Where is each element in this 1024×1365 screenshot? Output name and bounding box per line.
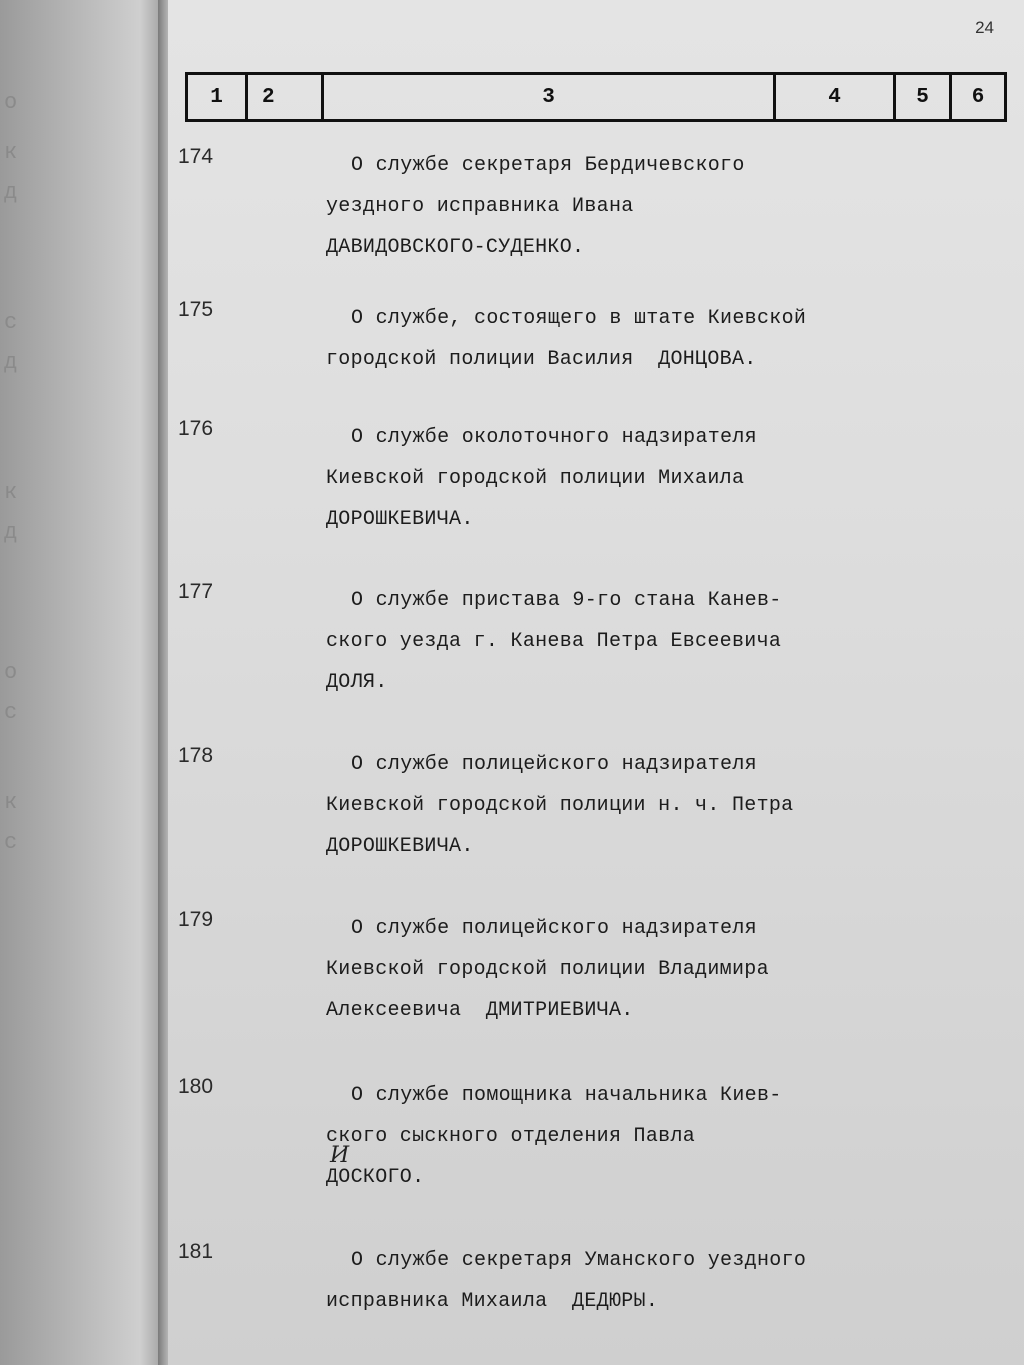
document-page <box>168 0 1024 1365</box>
entry-number: 174 <box>178 145 214 168</box>
adjacent-page-text: с <box>4 700 18 725</box>
entry-number: 176 <box>178 417 214 440</box>
adjacent-page-text: к <box>4 480 18 505</box>
adjacent-page-text: д <box>4 520 18 545</box>
adjacent-page <box>0 0 165 1365</box>
entry-number: 181 <box>178 1240 214 1263</box>
entry-line: исправника Михаила ДЕДЮРЫ. <box>326 1290 659 1313</box>
entry-line: О службе полицейского надзирателя <box>351 753 757 776</box>
entry-line: О службе, состоящего в штате Киевской <box>351 307 807 330</box>
adjacent-page-text: о <box>4 90 18 115</box>
entry-text <box>326 744 826 867</box>
entry-line: ДОРОШКЕВИЧА. <box>326 835 474 858</box>
entry-line: О службе секретаря Уманского уездного <box>351 1249 807 1272</box>
entry-line: Киевской городской полиции Владимира <box>326 958 769 981</box>
adjacent-page-text: д <box>4 350 18 375</box>
entry-number: 178 <box>178 744 214 767</box>
entry-text <box>326 1075 826 1198</box>
adjacent-page-text: с <box>4 310 18 335</box>
entry-number: 175 <box>178 298 214 321</box>
column-header-1: 1 <box>188 75 248 119</box>
entry-line: ского сыскного отделения Павла <box>326 1125 696 1148</box>
entry-line: О службе полицейского надзирателя <box>351 917 757 940</box>
entry-line: Алексеевича ДМИТРИЕВИЧА. <box>326 999 634 1022</box>
entry-line: ДОСКОГО. <box>326 1166 425 1189</box>
entry-line: уездного исправника Ивана <box>326 195 634 218</box>
entry-text <box>326 145 826 268</box>
entry-line: ского уезда г. Канева Петра Евсеевича <box>326 630 782 653</box>
entry-line: Киевской городской полиции н. ч. Петра <box>326 794 794 817</box>
column-header-table <box>185 72 1007 122</box>
column-header-6: 6 <box>971 85 985 109</box>
adjacent-page-text: о <box>4 660 18 685</box>
column-header-5: 5 <box>896 75 952 119</box>
entry-line: городской полиции Василия ДОНЦОВА. <box>326 348 757 371</box>
entry-line: О службе секретаря Бердичевского <box>351 154 745 177</box>
entry-number: 179 <box>178 908 214 931</box>
entry-line: О службе околоточного надзирателя <box>351 426 757 449</box>
entry-line: ДОЛЯ. <box>326 671 388 694</box>
entry-text <box>326 298 846 380</box>
entry-line: О службе помощника начальника Киев- <box>351 1084 782 1107</box>
adjacent-page-text: к <box>4 790 18 815</box>
entry-line: ДАВИДОВСКОГО-СУДЕНКО. <box>326 236 585 259</box>
adjacent-page-text: с <box>4 830 18 855</box>
entry-line: Киевской городской полиции Михаила <box>326 467 745 490</box>
page-number: 24 <box>975 18 994 37</box>
entry-text <box>326 908 826 1031</box>
entry-text <box>326 1240 826 1322</box>
column-header-2: 2 <box>248 75 324 119</box>
entry-text <box>326 580 826 703</box>
column-header-4: 4 <box>776 75 896 119</box>
entry-line: ДОРОШКЕВИЧА. <box>326 508 474 531</box>
adjacent-page-text: д <box>4 180 18 205</box>
entry-number: 177 <box>178 580 214 603</box>
adjacent-page-text: к <box>4 140 18 165</box>
entry-text <box>326 417 826 540</box>
column-header-3: 3 <box>324 75 776 119</box>
entry-number: 180 <box>178 1075 214 1098</box>
handwritten-correction: И <box>330 1143 350 1168</box>
entry-line: О службе пристава 9-го стана Канев- <box>351 589 782 612</box>
